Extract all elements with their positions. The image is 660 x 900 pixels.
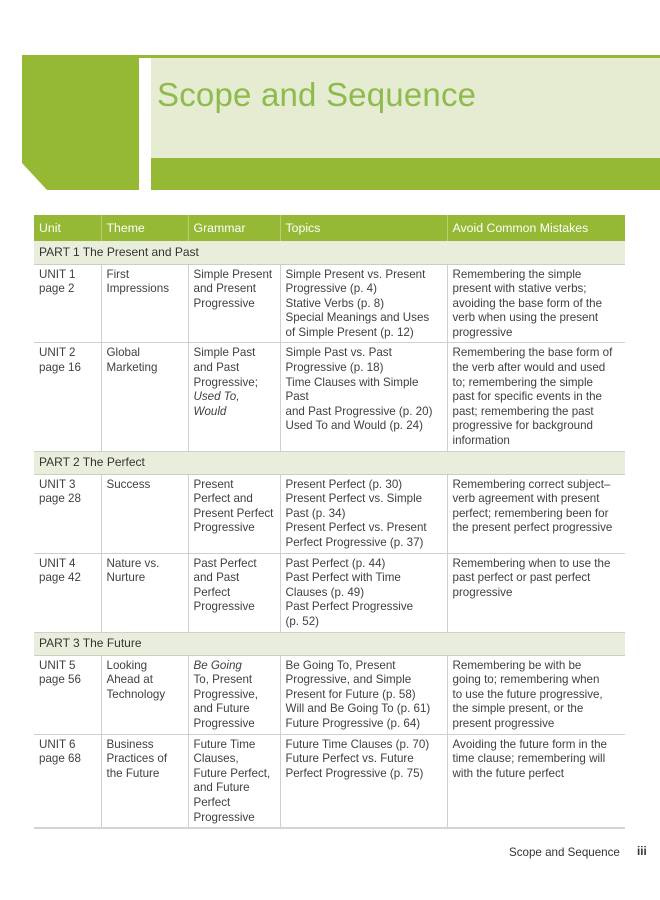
topic-line: Perfect Progressive (p. 37): [285, 536, 424, 549]
mistake-line: verb when using the present: [452, 311, 599, 325]
table-row: [34, 734, 625, 828]
mistake-line: with the future perfect: [452, 766, 564, 780]
topic-line: Past Perfect (p. 44): [285, 556, 386, 570]
theme-line: Success: [106, 477, 151, 491]
mistake-line: the simple present, or the: [452, 702, 584, 716]
topic-line: Present Perfect vs. Present: [285, 521, 427, 535]
grammar-line: Used To,: [193, 390, 240, 404]
mistakes-cell: [447, 734, 625, 828]
topic-line: Future Perfect vs. Future: [285, 752, 414, 766]
mistake-line: time clause; remembering will: [452, 752, 606, 766]
theme-cell: [101, 474, 188, 553]
unit-cell: [34, 474, 101, 553]
mistake-line: Remembering the base form of: [452, 346, 613, 360]
table-row: [34, 553, 625, 632]
running-footer-label: Scope and Sequence: [509, 846, 620, 859]
unit-page: page 2: [39, 282, 75, 296]
topics-cell: [280, 343, 447, 451]
grammar-line: Would: [193, 404, 227, 418]
unit-cell: [34, 553, 101, 632]
banner-accent-block: [22, 55, 139, 190]
grammar-line: Perfect: [193, 585, 231, 599]
part-row: [34, 451, 625, 474]
scope-sequence-table: [34, 215, 625, 829]
mistake-line: the present perfect progressive: [452, 521, 613, 535]
unit-number: UNIT 6: [39, 737, 76, 751]
theme-line: Practices of: [106, 752, 168, 766]
topics-cell: [280, 474, 447, 553]
unit-cell: [34, 264, 101, 343]
theme-cell: [101, 343, 188, 451]
mistake-line: progressive: [452, 585, 513, 599]
topics-cell: [280, 264, 447, 343]
theme-cell: [101, 553, 188, 632]
theme-line: First: [106, 267, 130, 281]
grammar-line: To, Present: [193, 673, 253, 687]
topic-line: and Past Progressive (p. 20): [285, 404, 433, 418]
topic-line: Time Clauses with Simple Past: [285, 375, 419, 404]
part-label: PART 3 The Future: [34, 632, 625, 655]
topic-line: Perfect Progressive (p. 75): [285, 766, 424, 780]
grammar-cell: [188, 553, 280, 632]
table-row: [34, 264, 625, 343]
unit-page: page 42: [39, 571, 81, 585]
unit-cell: [34, 343, 101, 451]
mistake-line: to use the future progressive,: [452, 687, 603, 701]
grammar-line: Progressive: [193, 716, 255, 730]
grammar-line: Perfect and: [193, 492, 253, 506]
grammar-line: Present: [193, 477, 234, 491]
grammar-line: and Past: [193, 571, 240, 585]
mistakes-cell: [447, 474, 625, 553]
table-row: [34, 343, 625, 451]
mistake-line: perfect; remembering been for: [452, 506, 609, 520]
grammar-line: Progressive: [193, 600, 255, 614]
part-label: PART 2 The Perfect: [34, 451, 625, 474]
unit-page: page 28: [39, 492, 81, 506]
topics-cell: [280, 553, 447, 632]
theme-line: Technology: [106, 687, 166, 701]
grammar-line: Progressive: [193, 296, 255, 310]
mistake-line: to; remembering the simple: [452, 375, 593, 389]
theme-line: Impressions: [106, 282, 169, 296]
mistake-line: Remembering the simple: [452, 267, 582, 281]
theme-cell: [101, 655, 188, 734]
grammar-line: and Future: [193, 781, 250, 795]
table-row: [34, 474, 625, 553]
theme-line: the Future: [106, 766, 160, 780]
unit-page: page 16: [39, 361, 81, 375]
grammar-line: Perfect: [193, 795, 231, 809]
mistake-line: verb agreement with present: [452, 492, 600, 506]
mistakes-cell: [447, 264, 625, 343]
column-header-avoid-common-mistakes: Avoid Common Mistakes: [447, 215, 625, 241]
grammar-line: Clauses,: [193, 752, 239, 766]
mistake-line: past; remembering the past: [452, 404, 594, 418]
topic-line: Be Going To, Present: [285, 658, 396, 672]
topics-cell: [280, 734, 447, 828]
topic-line: Present Perfect vs. Simple: [285, 492, 423, 506]
mistake-line: progressive: [452, 325, 513, 339]
mistake-line: present progressive: [452, 716, 555, 730]
topic-line: Past Perfect with Time: [285, 571, 401, 585]
topic-line: Present Perfect (p. 30): [285, 477, 403, 491]
grammar-cell: [188, 734, 280, 828]
banner-bottom-bar: [151, 158, 660, 190]
topic-line: Progressive (p. 4): [285, 282, 377, 296]
column-header-grammar: Grammar: [188, 215, 280, 241]
unit-number: UNIT 5: [39, 658, 76, 672]
topic-line: Special Meanings and Uses: [285, 311, 430, 325]
theme-line: Marketing: [106, 361, 158, 375]
mistake-line: progressive for background: [452, 419, 593, 433]
grammar-line: Progressive: [193, 521, 255, 535]
mistake-line: past for specific events in the: [452, 390, 603, 404]
grammar-line: Be Going: [193, 658, 242, 672]
mistake-line: Remembering when to use the: [452, 556, 611, 570]
grammar-line: Simple Present: [193, 267, 273, 281]
topic-line: of Simple Present (p. 12): [285, 325, 414, 339]
topic-line: Future Time Clauses (p. 70): [285, 737, 430, 751]
unit-page: page 68: [39, 752, 81, 766]
mistakes-cell: [447, 553, 625, 632]
grammar-line: Simple Past: [193, 346, 256, 360]
grammar-cell: [188, 474, 280, 553]
topic-line: Simple Past vs. Past: [285, 346, 392, 360]
topic-line: Progressive (p. 18): [285, 361, 384, 375]
mistake-line: the verb after would and used: [452, 361, 606, 375]
topic-line: Progressive, and Simple: [285, 673, 412, 687]
page-title: Scope and Sequence: [157, 76, 477, 113]
topic-line: Past (p. 34): [285, 506, 346, 520]
mistake-line: present with stative verbs;: [452, 282, 587, 296]
part-row: [34, 241, 625, 264]
unit-page: page 56: [39, 673, 81, 687]
topic-line: Will and Be Going To (p. 61): [285, 702, 431, 716]
theme-line: Ahead at: [106, 673, 153, 687]
grammar-line: Progressive,: [193, 687, 258, 701]
mistakes-cell: [447, 655, 625, 734]
grammar-cell: [188, 343, 280, 451]
grammar-line: Present Perfect: [193, 506, 274, 520]
column-header-topics: Topics: [280, 215, 447, 241]
topic-line: Used To and Would (p. 24): [285, 419, 423, 433]
unit-number: UNIT 4: [39, 556, 76, 570]
grammar-line: Future Perfect,: [193, 766, 271, 780]
topic-line: (p. 52): [285, 614, 320, 628]
grammar-line: and Present: [193, 282, 257, 296]
grammar-line: and Future: [193, 702, 250, 716]
topic-line: Clauses (p. 49): [285, 585, 365, 599]
grammar-cell: [188, 264, 280, 343]
theme-line: Nurture: [106, 571, 146, 585]
theme-cell: [101, 264, 188, 343]
topic-line: Future Progressive (p. 64): [285, 716, 421, 730]
table-header: [34, 215, 625, 241]
grammar-line: Future Time: [193, 737, 256, 751]
grammar-cell: [188, 655, 280, 734]
unit-cell: [34, 655, 101, 734]
theme-cell: [101, 734, 188, 828]
grammar-line: and Past: [193, 361, 240, 375]
part-row: [34, 632, 625, 655]
page-number: iii: [637, 845, 647, 858]
column-header-unit: Unit: [34, 215, 101, 241]
topics-cell: [280, 655, 447, 734]
topic-line: Present for Future (p. 58): [285, 687, 416, 701]
theme-line: Global: [106, 346, 141, 360]
mistake-line: going to; remembering when: [452, 673, 600, 687]
mistakes-cell: [447, 343, 625, 451]
grammar-line: Progressive: [193, 810, 255, 824]
theme-line: Business: [106, 737, 154, 751]
theme-line: Looking: [106, 658, 148, 672]
topic-line: Stative Verbs (p. 8): [285, 296, 385, 310]
topic-line: Past Perfect Progressive: [285, 600, 414, 614]
grammar-line: Past Perfect: [193, 556, 257, 570]
unit-number: UNIT 1: [39, 267, 76, 281]
topic-line: Simple Present vs. Present: [285, 267, 426, 281]
mistake-line: Remembering be with be: [452, 658, 582, 672]
mistake-line: information: [452, 434, 510, 448]
column-header-theme: Theme: [101, 215, 188, 241]
unit-number: UNIT 3: [39, 477, 76, 491]
mistake-line: Remembering correct subject–: [452, 477, 611, 491]
table-row: [34, 655, 625, 734]
mistake-line: avoiding the base form of the: [452, 296, 603, 310]
mistake-line: past perfect or past perfect: [452, 571, 591, 585]
theme-line: Nature vs.: [106, 556, 160, 570]
unit-cell: [34, 734, 101, 828]
part-label: PART 1 The Present and Past: [34, 241, 625, 264]
unit-number: UNIT 2: [39, 346, 76, 360]
mistake-line: Avoiding the future form in the: [452, 737, 607, 751]
grammar-line: Progressive;: [193, 375, 258, 389]
